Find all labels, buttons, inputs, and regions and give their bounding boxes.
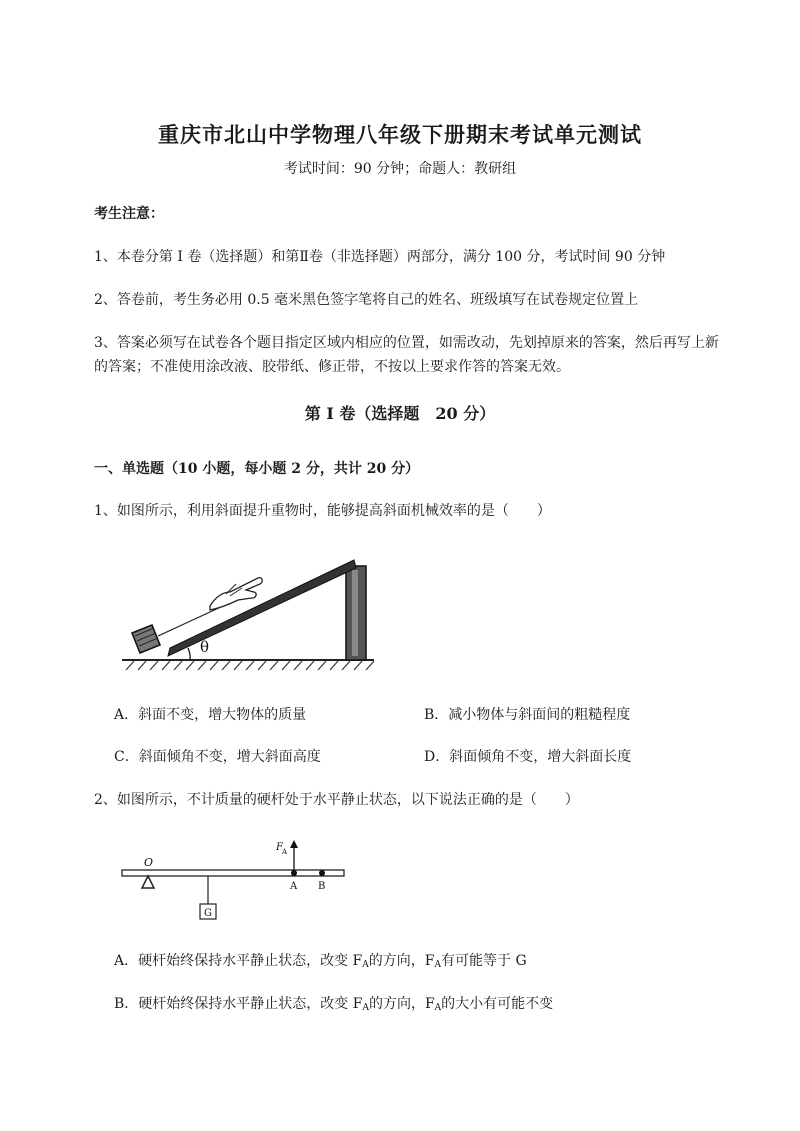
notice-item-3-cont: 的答案；不准使用涂改液、胶带纸、修正带，不按以上要求作答的答案无效。: [94, 359, 570, 375]
ground-hatch: [126, 661, 374, 670]
lever-figure: [118, 832, 352, 924]
exam-info: 考试时间：90 分钟；命题人：教研组: [283, 161, 517, 177]
force-label-sub: A: [282, 848, 288, 856]
q2-option-a-sub-2: A: [434, 960, 441, 970]
q2-option-a[interactable]: [114, 950, 527, 970]
q1-option-a[interactable]: A．斜面不变，增大物体的质量: [114, 707, 307, 723]
incline-figure: [118, 548, 380, 676]
q2-option-a-text-3: 有可能等于 G: [441, 953, 527, 969]
part-heading: 一、单选题（10 小题，每小题 2 分，共计 20 分）: [94, 461, 420, 477]
q1-option-c[interactable]: C．斜面倾角不变，增大斜面高度: [114, 749, 321, 765]
section-title: 第 I 卷（选择题 20 分）: [304, 404, 496, 423]
angle-arc: [188, 648, 190, 660]
point-b-dot: [319, 870, 325, 876]
hand-icon: [210, 578, 262, 610]
pivot-triangle: [142, 876, 154, 888]
incline-board: [168, 560, 356, 656]
q2-option-b-sub-2: A: [434, 1003, 442, 1013]
notice-heading: 考生注意：: [94, 206, 164, 222]
page-title: 重庆市北山中学物理八年级下册期末考试单元测试: [158, 122, 642, 147]
lever-rod: [122, 870, 344, 876]
notice-item-1: 1、本卷分第 I 卷（选择题）和第Ⅱ卷（非选择题）两部分，满分 100 分，考试时间 90 分钟: [94, 249, 666, 265]
q2-option-a-text-2: 的方向，F: [368, 953, 435, 969]
angle-label: θ: [200, 638, 210, 656]
q2-option-a-text-1: A．硬杆始终保持水平静止状态，改变 F: [114, 953, 363, 969]
q1-option-b[interactable]: B．减小物体与斜面间的粗糙程度: [424, 707, 631, 723]
pivot-label: O: [144, 856, 154, 869]
point-b-label: B: [318, 881, 326, 892]
question-1-stem: 1、如图所示，利用斜面提升重物时，能够提高斜面机械效率的是（ ）: [94, 503, 551, 519]
q2-option-b-text-2: 的方向，F: [368, 996, 435, 1012]
q2-option-b-sub-1: A: [362, 1003, 369, 1013]
force-label: F: [276, 842, 283, 853]
q2-option-b-text-1: B．硬杆始终保持水平静止状态，改变 F: [114, 996, 363, 1012]
weight-label: G: [204, 908, 212, 919]
force-arrow-head: [290, 840, 298, 848]
notice-item-3: 3、答案必须写在试卷各个题目指定区域内相应的位置，如需改动，先划掉原来的答案，然后再写上新: [94, 335, 719, 351]
point-a-dot: [291, 870, 297, 876]
q2-option-b-text-3: 的大小有可能不变: [441, 996, 554, 1012]
notice-item-2: 2、答卷前，考生务必用 0.5 毫米黑色签字笔将自己的姓名、班级填写在试卷规定位置上: [94, 292, 639, 308]
question-2-stem: 2、如图所示，不计质量的硬杆处于水平静止状态，以下说法正确的是（ ）: [94, 792, 579, 808]
q2-option-b[interactable]: [114, 993, 553, 1013]
q1-option-d[interactable]: D．斜面倾角不变，增大斜面长度: [424, 749, 632, 765]
support-block-shade: [352, 570, 358, 656]
point-a-label: A: [290, 881, 298, 892]
q2-option-a-sub-1: A: [362, 960, 369, 970]
